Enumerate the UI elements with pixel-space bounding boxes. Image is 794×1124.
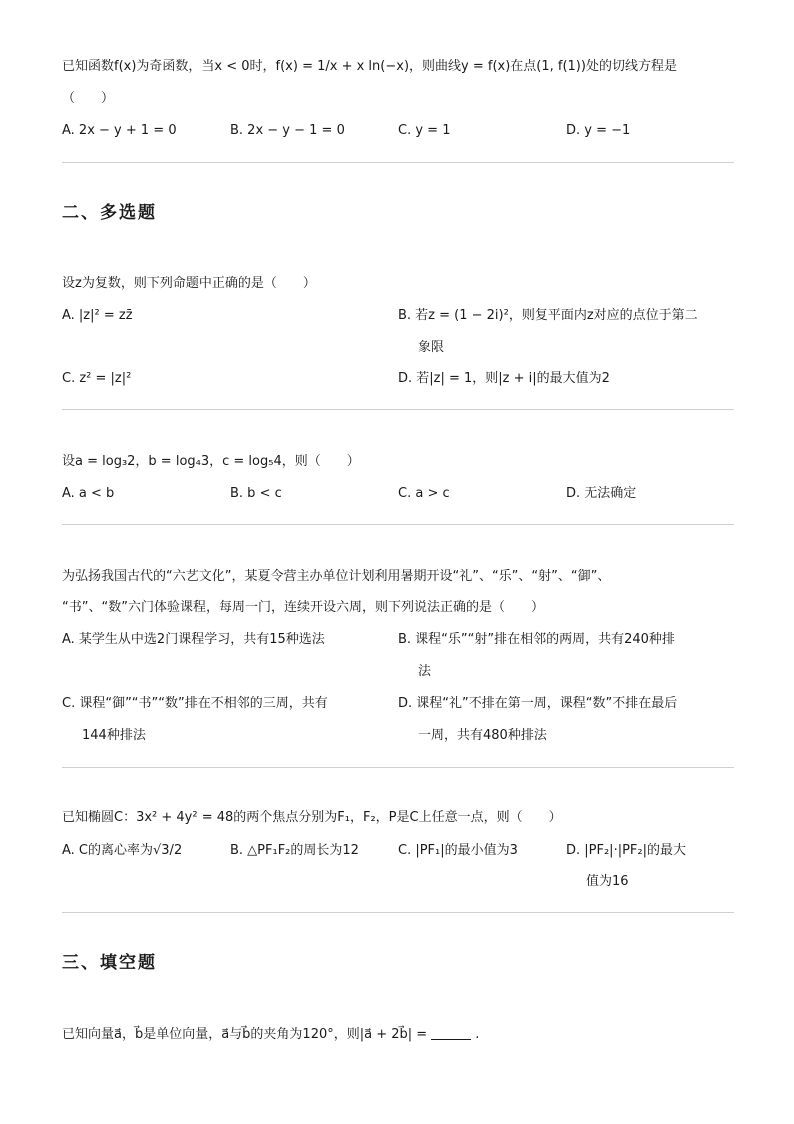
- question-5-option-a[interactable]: A. C的离心率为√3/2: [62, 843, 183, 858]
- answer-blank[interactable]: [431, 1039, 471, 1040]
- question-6: [62, 1019, 479, 1051]
- question-4-option-b[interactable]: B. 课程“乐”“射”排在相邻的两周，共有240种排: [398, 632, 675, 647]
- question-3-option-d[interactable]: D. 无法确定: [566, 486, 637, 501]
- question-3-option-b[interactable]: B. b < c: [230, 486, 282, 501]
- question-2-option-c[interactable]: C. z² = |z|²: [62, 371, 132, 386]
- divider: [62, 767, 734, 768]
- section-title-multiple-choice: 二、多选题: [62, 203, 157, 223]
- question-5-option-d[interactable]: D. |PF₂|·|PF₂|的最大: [566, 843, 686, 858]
- question-2-option-a[interactable]: A. |z|² = zz̄: [62, 308, 133, 323]
- question-2-option-b-cont: 象限: [418, 340, 445, 355]
- divider: [62, 912, 734, 913]
- question-2-option-b[interactable]: B. 若z = (1 − 2i)²，则复平面内z对应的点位于第二: [398, 308, 698, 323]
- question-3-stem: 设a = log₃2，b = log₄3，c = log₅4，则（ ）: [62, 454, 360, 469]
- question-1-stem-line-2: （ ）: [62, 91, 115, 106]
- question-2-stem: 设z为复数，则下列命题中正确的是（ ）: [62, 276, 316, 291]
- divider: [62, 524, 734, 525]
- question-1-option-a[interactable]: A. 2x − y + 1 = 0: [62, 123, 177, 138]
- question-3-option-a[interactable]: A. a < b: [62, 486, 115, 501]
- question-2-option-d[interactable]: D. 若|z| = 1，则|z + i|的最大值为2: [398, 371, 610, 386]
- question-5-stem: 已知椭圆C：3x² + 4y² = 48的两个焦点分别为F₁，F₂，P是C上任意一点，则（ ）: [62, 810, 562, 825]
- section-title-fill-in: 三、填空题: [62, 953, 157, 973]
- question-6-stem-end: .: [475, 1027, 480, 1042]
- question-4-option-c-cont: 144种排法: [82, 728, 146, 743]
- divider: [62, 162, 734, 163]
- question-1-option-d[interactable]: D. y = −1: [566, 123, 631, 138]
- question-4-option-d[interactable]: D. 课程“礼”不排在第一周，课程“数”不排在最后: [398, 696, 678, 711]
- question-1-option-c[interactable]: C. y = 1: [398, 123, 451, 138]
- question-4-option-b-cont: 法: [418, 664, 432, 679]
- question-4-option-c[interactable]: C. 课程“御”“书”“数”排在不相邻的三周，共有: [62, 696, 328, 711]
- question-5-option-d-cont: 值为16: [586, 874, 629, 889]
- question-3-option-c[interactable]: C. a > c: [398, 486, 450, 501]
- question-1-stem-line-1: 已知函数f(x)为奇函数，当x < 0时，f(x) = 1/x + x ln(−x)，则曲线y = f(x)在点(1, f(1))处的切线方程是: [62, 59, 677, 74]
- question-4-option-d-cont: 一周，共有480种排法: [418, 728, 547, 743]
- divider: [62, 409, 734, 410]
- question-4-option-a[interactable]: A. 某学生从中选2门课程学习，共有15种选法: [62, 632, 325, 647]
- question-1-option-b[interactable]: B. 2x − y − 1 = 0: [230, 123, 345, 138]
- question-5-option-b[interactable]: B. △PF₁F₂的周长为12: [230, 843, 359, 858]
- question-5-option-c[interactable]: C. |PF₁|的最小值为3: [398, 843, 518, 858]
- question-4-stem-line-2: “书”、“数”六门体验课程，每周一门，连续开设六周，则下列说法正确的是（ ）: [62, 600, 544, 615]
- question-6-stem: 已知向量a⃗，b⃗是单位向量，a⃗与b⃗的夹角为120°，则|a⃗ + 2b⃗| =: [62, 1027, 428, 1042]
- question-4-stem-line-1: 为弘扬我国古代的“六艺文化”，某夏令营主办单位计划利用暑期开设“礼”、“乐”、“射”、“御”、: [62, 569, 611, 584]
